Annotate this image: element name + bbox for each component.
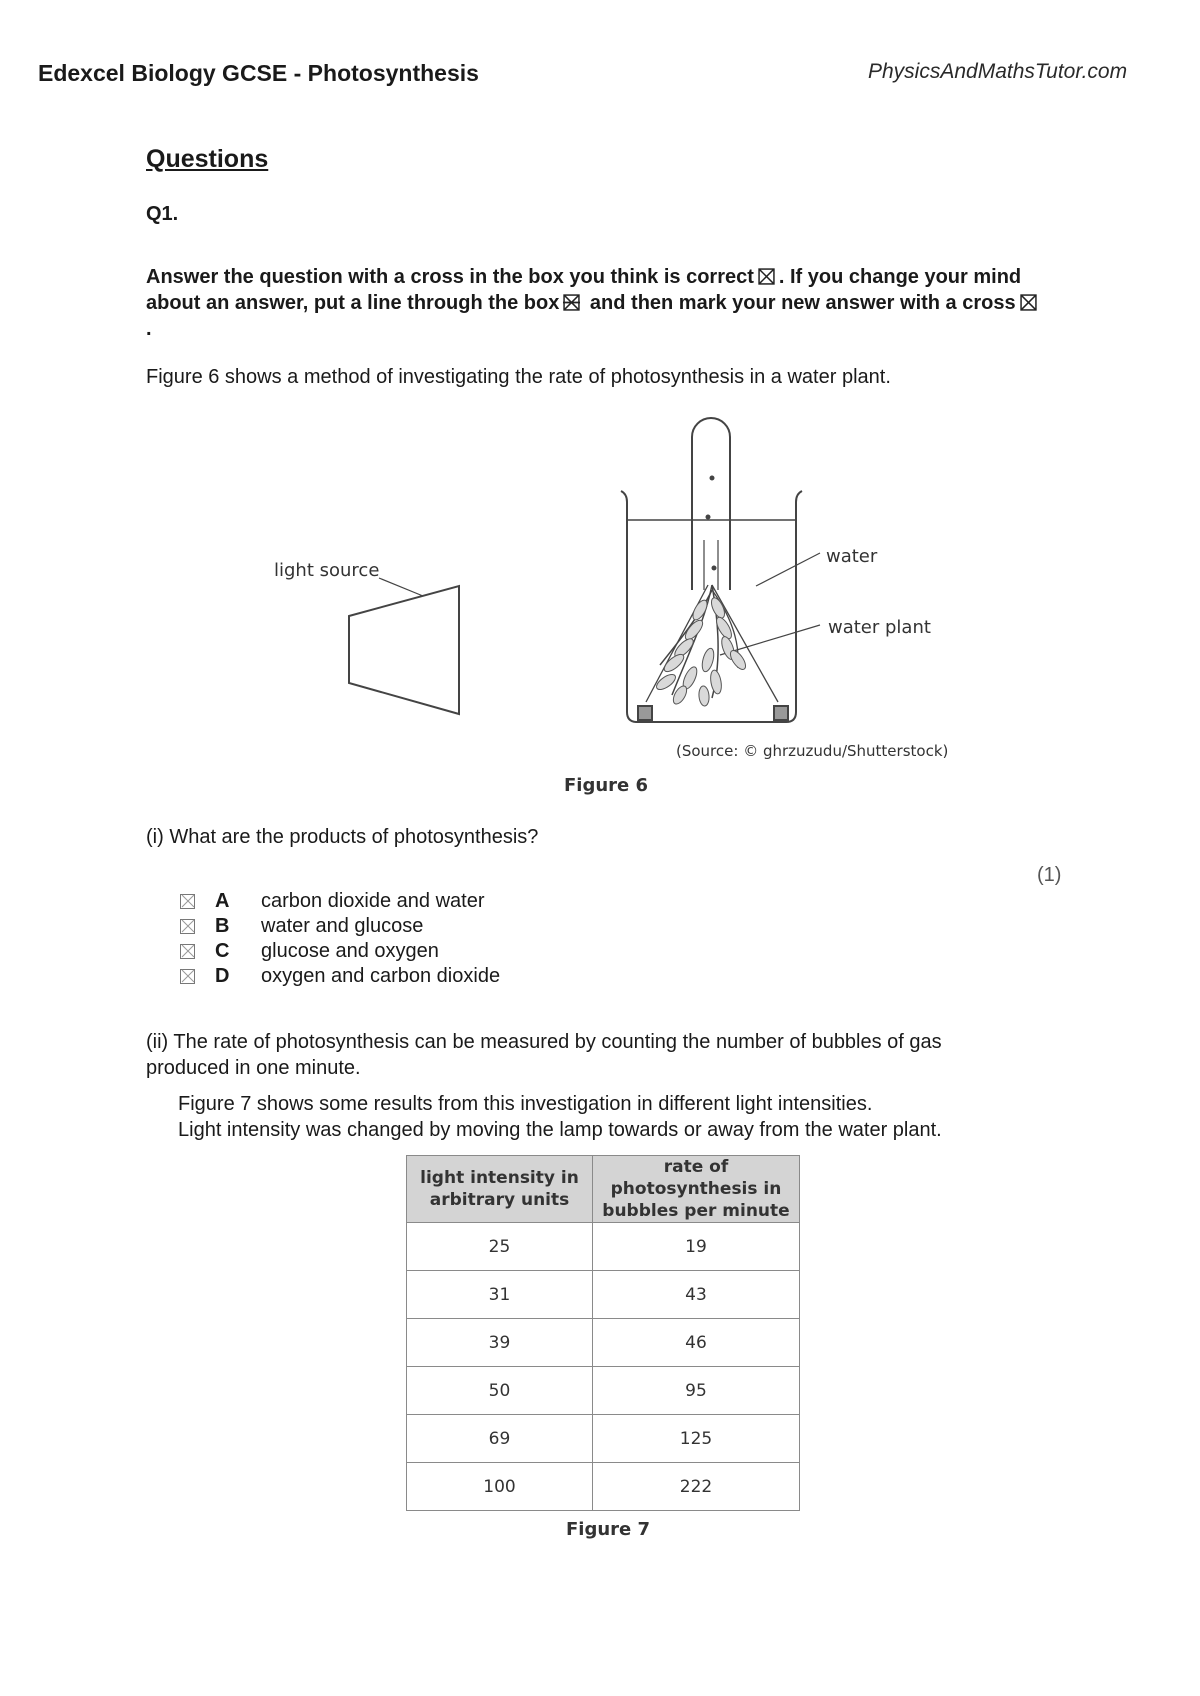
- table-cell: 19: [593, 1223, 800, 1271]
- column-header-rate: rate of photosynthesis in bubbles per minute: [593, 1156, 800, 1223]
- table-cell: 25: [407, 1223, 593, 1271]
- table-cell: 31: [407, 1271, 593, 1319]
- light-source-lamp: [349, 586, 459, 714]
- label-water: water: [826, 546, 878, 567]
- site-name: PhysicsAndMathsTutor.com: [868, 60, 1128, 83]
- figure6-source: (Source: © ghrzuzudu/Shutterstock): [676, 742, 949, 760]
- table-header-row: [407, 1156, 800, 1223]
- part-ii-line2: produced in one minute.: [146, 1057, 361, 1079]
- table-cell: 69: [407, 1415, 593, 1463]
- table-cell: 222: [593, 1463, 800, 1511]
- table-cell: 43: [593, 1271, 800, 1319]
- option-a-text: carbon dioxide and water: [261, 889, 485, 912]
- section-title: Questions: [146, 145, 269, 173]
- option-d[interactable]: [180, 964, 500, 988]
- part-ii-line3: Figure 7 shows some results from this investigation in different light intensities.: [178, 1093, 873, 1115]
- marks: (1): [1037, 864, 1062, 886]
- table-cell: 100: [407, 1463, 593, 1511]
- option-b-checkbox[interactable]: [180, 919, 195, 934]
- table-row: [407, 1223, 800, 1271]
- option-b[interactable]: [180, 914, 423, 938]
- option-d-text: oxygen and carbon dioxide: [261, 964, 501, 987]
- test-tube: [692, 418, 730, 590]
- option-c[interactable]: [180, 939, 439, 963]
- table-row: [407, 1367, 800, 1415]
- option-c-letter: C: [215, 939, 230, 962]
- table-cell: 46: [593, 1319, 800, 1367]
- table-row: [407, 1271, 800, 1319]
- table-cell: 125: [593, 1415, 800, 1463]
- column-header-light-intensity: light intensity in arbitrary units: [407, 1156, 593, 1223]
- option-a-letter: A: [215, 889, 230, 912]
- instructions-part3: and then mark your new answer with a cross: [589, 292, 1016, 314]
- document-title: Edexcel Biology GCSE - Photosynthesis: [38, 60, 479, 86]
- question-number: Q1.: [146, 203, 179, 225]
- option-b-text: water and glucose: [261, 914, 424, 937]
- part-i-question: (i) What are the products of photosynthesis?: [146, 826, 539, 848]
- part-ii-line1: (ii) The rate of photosynthesis can be measured by counting the number of bubbles of gas: [146, 1031, 942, 1053]
- option-a[interactable]: [180, 889, 484, 913]
- figure7-caption: Figure 7: [566, 1519, 651, 1540]
- figure6-diagram: [0, 0, 1200, 800]
- option-d-checkbox[interactable]: [180, 969, 195, 984]
- option-c-checkbox[interactable]: [180, 944, 195, 959]
- option-a-checkbox[interactable]: [180, 894, 195, 909]
- table-cell: 95: [593, 1367, 800, 1415]
- instructions-part2: . If you change your mind about an answer, put a line through the box: [146, 266, 1022, 314]
- table-row: [407, 1319, 800, 1367]
- table-cell: 50: [407, 1367, 593, 1415]
- instructions-part1: Answer the question with a cross in the box you think is correct: [146, 266, 754, 288]
- option-b-letter: B: [215, 914, 230, 937]
- label-water-plant: water plant: [828, 617, 931, 638]
- figure6-intro: Figure 6 shows a method of investigating the rate of photosynthesis in a water plant.: [146, 366, 891, 388]
- figure6-caption: Figure 6: [564, 775, 649, 796]
- part-ii-line4: Light intensity was changed by moving the lamp towards or away from the water plant.: [178, 1119, 942, 1141]
- results-table: [406, 1155, 800, 1511]
- instructions-part4: .: [146, 318, 152, 340]
- option-c-text: glucose and oxygen: [261, 939, 439, 962]
- table-row: [407, 1415, 800, 1463]
- table-cell: 39: [407, 1319, 593, 1367]
- option-d-letter: D: [215, 964, 230, 987]
- beaker: [621, 491, 802, 722]
- table-row: [407, 1463, 800, 1511]
- label-light-source: light source: [274, 560, 380, 581]
